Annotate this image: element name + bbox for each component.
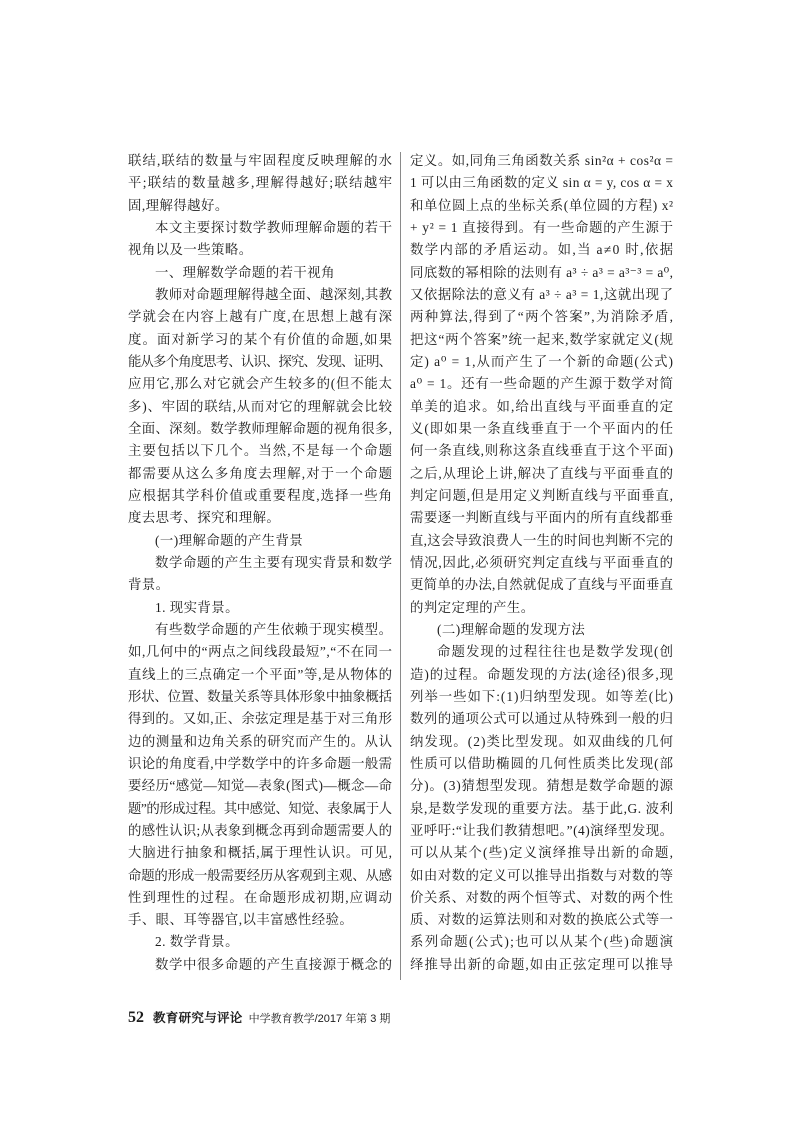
text-line: 手、眼、耳等器官,以丰富感性经验。 xyxy=(128,912,354,928)
text-line: 视角以及一些策略。 xyxy=(128,242,253,258)
text-line: 命题发现的过程往往也是数学发现(创 xyxy=(437,644,675,660)
text-line: 性到理性的过程。在命题形成初期,应调动 xyxy=(128,889,394,905)
text-line: 度去思考、探究和理解。 xyxy=(128,510,281,526)
text-line: 数学中很多命题的产生直接源于概念的 xyxy=(155,956,393,972)
text-line: 多)、牢固的联结,从而对它的理解就会比较 xyxy=(128,398,393,414)
page-number: 52 xyxy=(128,1009,144,1026)
section-heading xyxy=(128,597,392,619)
text-line: 又依据除法的意义有 a³ ÷ a³ = 1,这就出现了 xyxy=(410,286,674,302)
page-footer xyxy=(128,1008,390,1030)
text-line: 的判定定理的产生。 xyxy=(410,599,535,615)
column-divider xyxy=(400,152,401,980)
text-line: 亚呼吁:“让我们教猜想吧。”(4)演绎型发现。 xyxy=(410,822,674,838)
text-line: 边的测量和边角关系的研究而产生的。从认 xyxy=(128,733,393,749)
text-line: 造)的过程。命题发现的方法(途径)很多,现 xyxy=(410,666,674,682)
text-line: 的感性认识;从表象到概念再到命题需要人的 xyxy=(128,822,393,838)
text-line: 得到的。又如,正、余弦定理是基于对三角形 xyxy=(128,711,393,727)
text-line: 度。面对新学习的某个有价值的命题,如果 xyxy=(128,331,394,347)
text-line: 数学命题的产生主要有现实背景和数学 xyxy=(155,554,393,570)
text-line: 形状、位置、数量关系等具体形象中抽象概括 xyxy=(128,688,392,704)
paragraph xyxy=(410,150,673,619)
paragraph xyxy=(128,150,392,217)
text-line: 如由对数的定义可以推导出指数与对数的等 xyxy=(410,867,674,883)
text-line: 需要逐一判断直线与平面内的所有直线都垂 xyxy=(410,510,674,526)
section-heading xyxy=(410,619,673,641)
text-line: 和单位圆上点的坐标关系(单位圆的方程) x² xyxy=(410,197,674,213)
text-line: 同底数的幂相除的法则有 a³ ÷ a³ = a³⁻³ = a⁰, xyxy=(410,264,674,280)
text-line: 固,理解得越好。 xyxy=(128,197,229,213)
text-line: 全面、深刻。数学教师理解命题的视角很多, xyxy=(128,420,393,436)
text-line: 何一条直线,则称这条直线垂直于这个平面) xyxy=(410,443,674,459)
text-line: 质、对数的运算法则和对数的换底公式等一 xyxy=(410,912,674,928)
text-line: 判定问题,但是用定义判断直线与平面垂直, xyxy=(410,487,674,503)
text-line: 可以从某个(些)定义演绎推导出新的命题, xyxy=(410,845,675,861)
text-line: 1. 现实背景。 xyxy=(155,599,239,615)
journal-issue: 中学教育教学/2017 年第 3 期 xyxy=(248,1013,391,1025)
text-line: 命题的形成一般需要经历从客观到主观、从感 xyxy=(128,867,392,883)
text-line: 如,几何中的“两点之间线段最短”,“不在同一 xyxy=(128,644,393,660)
section-heading xyxy=(128,530,392,552)
text-line: 识论的角度看,中学数学中的许多命题一般需 xyxy=(128,755,393,771)
text-line: 1 可以由三角函数的定义 sin α = y, cos α = x xyxy=(410,175,674,191)
paragraph xyxy=(128,954,392,976)
text-line: 把这“两个答案”统一起来,数学家就定义(规 xyxy=(410,331,674,347)
text-line: 价关系、对数的两个恒等式、对数的两个性 xyxy=(410,889,674,905)
text-line: 系列命题(公式);也可以从某个(些)命题演 xyxy=(410,934,675,950)
text-line: 泉,是数学发现的重要方法。基于此,G. 波利 xyxy=(410,800,674,816)
text-line: 直线上的三点确定一个平面”等,是从物体的 xyxy=(128,666,393,682)
text-line: 2. 数学背景。 xyxy=(155,934,239,950)
text-line: 数学内部的矛盾运动。如,当 a≠0 时,依据 xyxy=(410,242,675,258)
text-line: 平;联结的数量越多,理解得越好;联结越牢 xyxy=(128,175,394,191)
text-line: 本文主要探讨数学教师理解命题的若干 xyxy=(155,219,393,235)
text-line: 应用它,那么对它就会产生较多的(但不能太 xyxy=(128,376,393,392)
column-name: 教育研究与评论 xyxy=(153,1011,243,1025)
section-heading xyxy=(128,931,392,953)
section-heading xyxy=(128,262,392,284)
text-line: 两种算法,得到了“两个答案”,为消除矛盾, xyxy=(410,309,675,325)
text-line: 要经历“感觉—知觉—表象(图式)—概念—命 xyxy=(128,778,393,794)
text-line: 有些数学命题的产生依赖于现实模型。 xyxy=(155,621,393,637)
text-line: a⁰ = 1。还有一些命题的产生源于数学对简 xyxy=(410,376,674,392)
paragraph xyxy=(128,284,392,530)
text-line: (二)理解命题的发现方法 xyxy=(437,621,586,637)
text-line: 更简单的办法,自然就促成了直线与平面垂直 xyxy=(410,577,674,593)
text-line: 绎推导出新的命题,如由正弦定理可以推导 xyxy=(410,956,675,972)
text-line: 义(即如果一条直线垂直于一个平面内的任 xyxy=(410,420,674,436)
text-line: 教师对命题理解得越全面、越深刻,其教 xyxy=(155,286,393,302)
left-column xyxy=(128,150,392,976)
text-line: 应根据其学科价值或重要程度,选择一些角 xyxy=(128,487,394,503)
text-line: 之后,从理论上讲,解决了直线与平面垂直的 xyxy=(410,465,674,481)
text-line: 单美的追求。如,给出直线与平面垂直的定 xyxy=(410,398,675,414)
text-line: 能从多个角度思考、认识、探究、发现、证明、 xyxy=(128,353,392,369)
text-line: 大脑进行抽象和概括,属于理性认识。可见, xyxy=(128,845,393,861)
right-column xyxy=(410,150,673,976)
paragraph xyxy=(128,619,392,932)
text-line: (一)理解命题的产生背景 xyxy=(155,532,304,548)
text-line: 列举一些如下:(1)归纳型发现。如等差(比) xyxy=(410,688,674,704)
text-line: 分)。(3)猜想型发现。猜想是数学命题的源 xyxy=(410,778,674,794)
text-line: 数列的通项公式可以通过从特殊到一般的归 xyxy=(410,711,674,727)
text-line: 背景。 xyxy=(128,577,170,593)
text-line: 一、理解数学命题的若干视角 xyxy=(155,264,335,280)
text-line: + y² = 1 直接得到。有一些命题的产生源于 xyxy=(410,219,674,235)
text-line: 主要包括以下几个。当然,不是每一个命题 xyxy=(128,443,394,459)
text-line: 都需要从这么多角度去理解,对于一个命题 xyxy=(128,465,394,481)
text-line: 情况,因此,必须研究判定直线与平面垂直的 xyxy=(410,554,674,570)
text-line: 题”的形成过程。其中感觉、知觉、表象属于人 xyxy=(128,800,392,816)
text-line: 纳发现。(2)类比型发现。如双曲线的几何 xyxy=(410,733,675,749)
text-line: 定义。如,同角三角函数关系 sin²α + cos²α = xyxy=(410,153,674,168)
paragraph xyxy=(410,641,673,976)
paragraph xyxy=(128,552,392,597)
text-line: 定) a⁰ = 1,从而产生了一个新的命题(公式) xyxy=(410,353,674,369)
text-line: 直,这会导致浪费人一生的时间也判断不完的 xyxy=(410,532,674,548)
text-line: 联结,联结的数量与牢固程度反映理解的水 xyxy=(128,153,394,168)
text-line: 性质可以借助椭圆的几何性质类比发现(部 xyxy=(410,755,674,771)
text-line: 学就会在内容上越有广度,在思想上越有深 xyxy=(128,309,394,325)
paragraph xyxy=(128,217,392,262)
